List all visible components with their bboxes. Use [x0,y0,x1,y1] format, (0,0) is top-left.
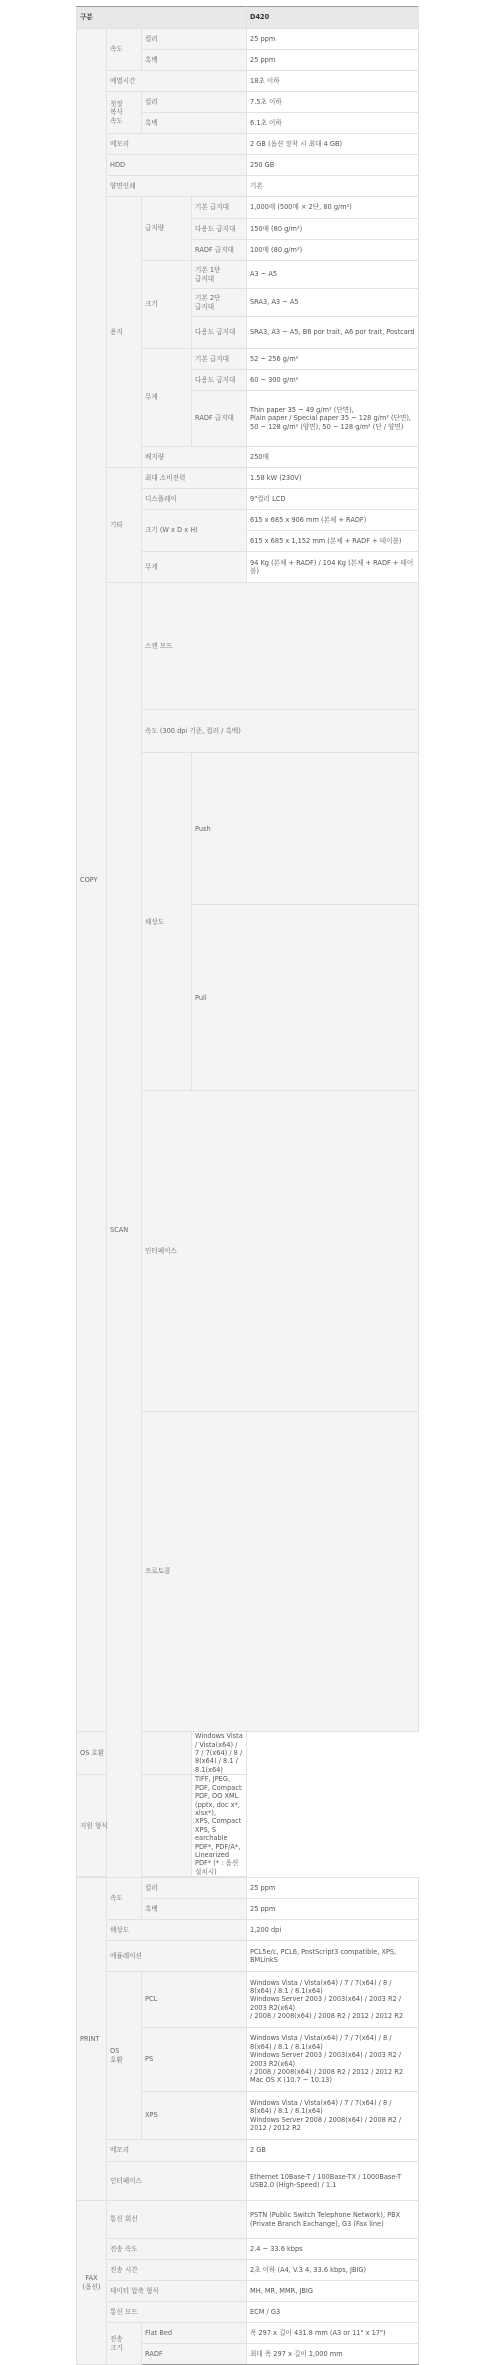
fax-flatbed-label: Flat Bed [142,2323,247,2344]
scan-speed-label: 속도 (300 dpi 기준, 컬러 / 흑백) [142,710,419,753]
print-xps: Windows Vista / Vista(x64) / 7 / 7(x64) / 8 / 8(x64) / 8.1 / 8.1(x64) Windows Server 2008 / 2008(x64) / 2008 R2 / 2012 / 2012 R2 [247,2092,419,2140]
copy-display-label: 디스플레이 [142,489,247,510]
print-color: 25 ppm [247,1878,419,1899]
copy-hdd: 250 GB [247,155,419,176]
copy-speed-label: 속도 [107,29,142,71]
print-color-label: 컬러 [142,1878,247,1899]
table-row [77,2260,419,2281]
header-label: 구분 [77,7,247,29]
section-fax: FAX (옵션) [77,2201,107,2365]
copy-hdd-label: HDD [107,155,247,176]
copy-power: 1.58 kW (230V) [247,468,419,489]
fax-speed-label: 전송 속도 [107,2239,247,2260]
fax-radf-label: RADF [142,2344,247,2365]
print-speed-label: 속도 [107,1878,142,1920]
scan-pull-label: Pull [192,905,419,1091]
table-row [77,2140,419,2162]
print-mono-label: 흑백 [142,1899,247,1920]
print-os-label: OS 호환 [107,1972,142,2140]
table-row [77,71,419,92]
table-row [77,1920,419,1941]
scan-resolution-label: 해상도 [142,753,192,1091]
copy-first-color-label: 컬러 [142,92,247,113]
print-emulation: PCL5e/c, PCL6, PostScript3 compatible, XPS, BMLinkS [247,1941,419,1972]
copy-weight-label: 무게 [142,349,192,447]
copy-first-label: 첫장 복사 속도 [107,92,142,134]
table-row [77,134,419,155]
fax-radf: 최대 폭 297 x 길이 1,000 mm [247,2344,419,2365]
table-row [77,1972,419,2028]
section-print: PRINT [77,1878,107,2201]
header-model: D420 [247,7,419,29]
copy-dimension-label: 크기 (W x D x H) [142,510,247,552]
fax-time-label: 전송 시간 [107,2260,247,2281]
scan-format-label: 지원 형식 [77,1775,192,1877]
scan-mode-label: 스캔 모드 [142,583,419,710]
table-row [77,2201,419,2239]
copy-output-label: 배지량 [142,447,247,468]
copy-size-label: 크기 [142,261,192,349]
copy-first-color: 7.5초 이하 [247,92,419,113]
fax-line: PSTN (Public Switch Telephone Network), PBX (Private Branch Exchange), G3 (Fax line) [247,2201,419,2239]
copy-weight-bypass: 60 ~ 300 g/m² [247,370,419,391]
table-row [77,1732,419,1775]
copy-warmup-label: 예열시간 [107,71,247,92]
print-xps-label: XPS [142,2092,247,2140]
fax-time: 2초 이하 (A4, V.3 4, 33.6 kbps, JBIG) [247,2260,419,2281]
table-row [77,2239,419,2260]
copy-dimension-1: 615 x 685 x 906 mm (본체 + RADF) [247,510,419,531]
spec-table [76,6,419,2365]
table-row [77,197,419,219]
print-pcl-label: PCL [142,1972,247,2028]
copy-speed-color-label: 컬러 [142,29,247,50]
table-row [77,468,419,489]
copy-first-mono: 6.1초 이하 [247,113,419,134]
copy-warmup: 18초 이하 [247,71,419,92]
copy-capacity-radf-label: RADF 급지대 [192,240,247,261]
table-row [77,176,419,197]
scan-os: Windows Vista / Vista(x64) / 7 / 7(x64) / 8 / 8(x64) / 8.1 / 8.1(x64) [192,1732,247,1775]
print-ps: Windows Vista / Vista(x64) / 7 / 7(x64) / 8 / 8(x64) / 8.1 / 8.1(x64) Windows Server 2003 / 2003(x64) / 2003 R2 / 2003 R2(x64) / 2008 / 2008(x64) / 2008 R2 / 2012 / 2012 R2 Mac OS X (10.7 ~ 10.13) [247,2028,419,2092]
fax-flatbed: 폭 297 x 길이 431.8 mm (A3 or 11" x 17") [247,2323,419,2344]
table-row [77,2302,419,2323]
print-mono: 25 ppm [247,1899,419,1920]
copy-size-bypass-label: 다용도 급지대 [192,317,247,349]
copy-weight-radf: Thin paper 35 ~ 49 g/m² (단면), Plain paper / Special paper 35 ~ 128 g/m² (단면), 50 ~ 128 g/m² (양면), 50 ~ 128 g/m² (단 / 양면) [247,391,419,447]
print-ps-label: PS [142,2028,247,2092]
print-resolution: 1,200 dpi [247,1920,419,1941]
print-interface: Ethernet 10Base-T / 100Base-TX / 1000Base-T USB2.0 (High-Speed) / 1.1 [247,2162,419,2201]
table-row [77,1878,419,1899]
scan-format: TIFF, JPEG, PDF, Compact PDF, OO XML (pptx, doc x*, xlsx*), XPS, Compact XPS, S earchable PDF*, PDF/A*, Linearized PDF* (* : 옵션 설치시) [192,1775,247,1877]
copy-weight-bypass-label: 다용도 급지대 [192,370,247,391]
scan-push-label: Push [192,753,419,905]
table-row [77,2323,419,2344]
copy-paper-label: 용지 [107,197,142,468]
fax-mode-label: 통신 모드 [107,2302,247,2323]
section-scan: SCAN [107,583,142,1878]
fax-size-label: 전송 크기 [107,2323,142,2365]
copy-size-tray2: SRA3, A3 ~ A5 [247,289,419,317]
fax-compression: MH, MR, MMR, JBIG [247,2281,419,2302]
scan-protocol-label: 프로토콜 [142,1411,419,1731]
table-row [77,583,419,710]
copy-capacity-std: 1,000매 (500매 × 2단, 80 g/m²) [247,197,419,219]
fax-compression-label: 데이터 압축 형식 [107,2281,247,2302]
print-memory: 2 GB [247,2140,419,2162]
copy-capacity-bypass: 150매 (80 g/m²) [247,219,419,240]
copy-capacity-radf: 100매 (80 g/m²) [247,240,419,261]
copy-unit-weight-label: 무게 [142,552,247,583]
table-row [77,1941,419,1972]
scan-interface-label: 인터페이스 [142,1091,419,1411]
copy-unit-weight: 94 Kg (본체 + RADF) / 104 Kg (본체 + RADF + 테이블) [247,552,419,583]
copy-first-mono-label: 흑백 [142,113,247,134]
fax-line-label: 통신 회선 [107,2201,247,2239]
fax-mode: ECM / G3 [247,2302,419,2323]
copy-weight-std: 52 ~ 256 g/m² [247,349,419,370]
copy-memory-label: 메모리 [107,134,247,155]
copy-dimension-2: 615 x 685 x 1,152 mm (본체 + RADF + 테이블) [247,531,419,552]
print-resolution-label: 해상도 [107,1920,247,1941]
copy-capacity-std-label: 기본 급지대 [192,197,247,219]
print-memory-label: 메모리 [107,2140,247,2162]
section-copy: COPY [77,29,107,1732]
copy-size-tray1: A3 ~ A5 [247,261,419,289]
copy-output: 250매 [247,447,419,468]
fax-speed: 2.4 ~ 33.6 kbps [247,2239,419,2260]
copy-duplex-label: 양면인쇄 [107,176,247,197]
copy-speed-color: 25 ppm [247,29,419,50]
table-row [77,92,419,113]
copy-size-tray1-label: 기본 1단 급지대 [192,261,247,289]
scan-os-label: OS 호환 [77,1732,192,1775]
copy-weight-radf-label: RADF 급지대 [192,391,247,447]
copy-display: 9"컬러 LCD [247,489,419,510]
print-interface-label: 인터페이스 [107,2162,247,2201]
copy-size-tray2-label: 기본 2단 급지대 [192,289,247,317]
table-row [77,29,419,50]
table-row [77,1775,419,1877]
copy-capacity-bypass-label: 다용도 급지대 [192,219,247,240]
copy-power-label: 최대 소비전력 [142,468,247,489]
table-row [77,2281,419,2302]
copy-speed-mono-label: 흑백 [142,50,247,71]
print-pcl: Windows Vista / Vista(x64) / 7 / 7(x64) / 8 / 8(x64) / 8.1 / 8.1(x64) Windows Server 2003 / 2003(x64) / 2003 R2 / 2003 R2(x64) / 2008 / 2008(x64) / 2008 R2 / 2012 / 2012 R2 [247,1972,419,2028]
table-row [77,2162,419,2201]
copy-size-bypass: SRA3, A3 ~ A5, B6 por trait, A6 por trait, Postcard [247,317,419,349]
copy-memory: 2 GB (옵션 장착 시 최대 4 GB) [247,134,419,155]
print-emulation-label: 에뮬레이션 [107,1941,247,1972]
copy-capacity-label: 급지량 [142,197,192,261]
header-row [77,7,419,29]
table-row [77,155,419,176]
copy-speed-mono: 25 ppm [247,50,419,71]
copy-duplex: 기본 [247,176,419,197]
copy-etc-label: 기타 [107,468,142,583]
copy-weight-std-label: 기본 급지대 [192,349,247,370]
